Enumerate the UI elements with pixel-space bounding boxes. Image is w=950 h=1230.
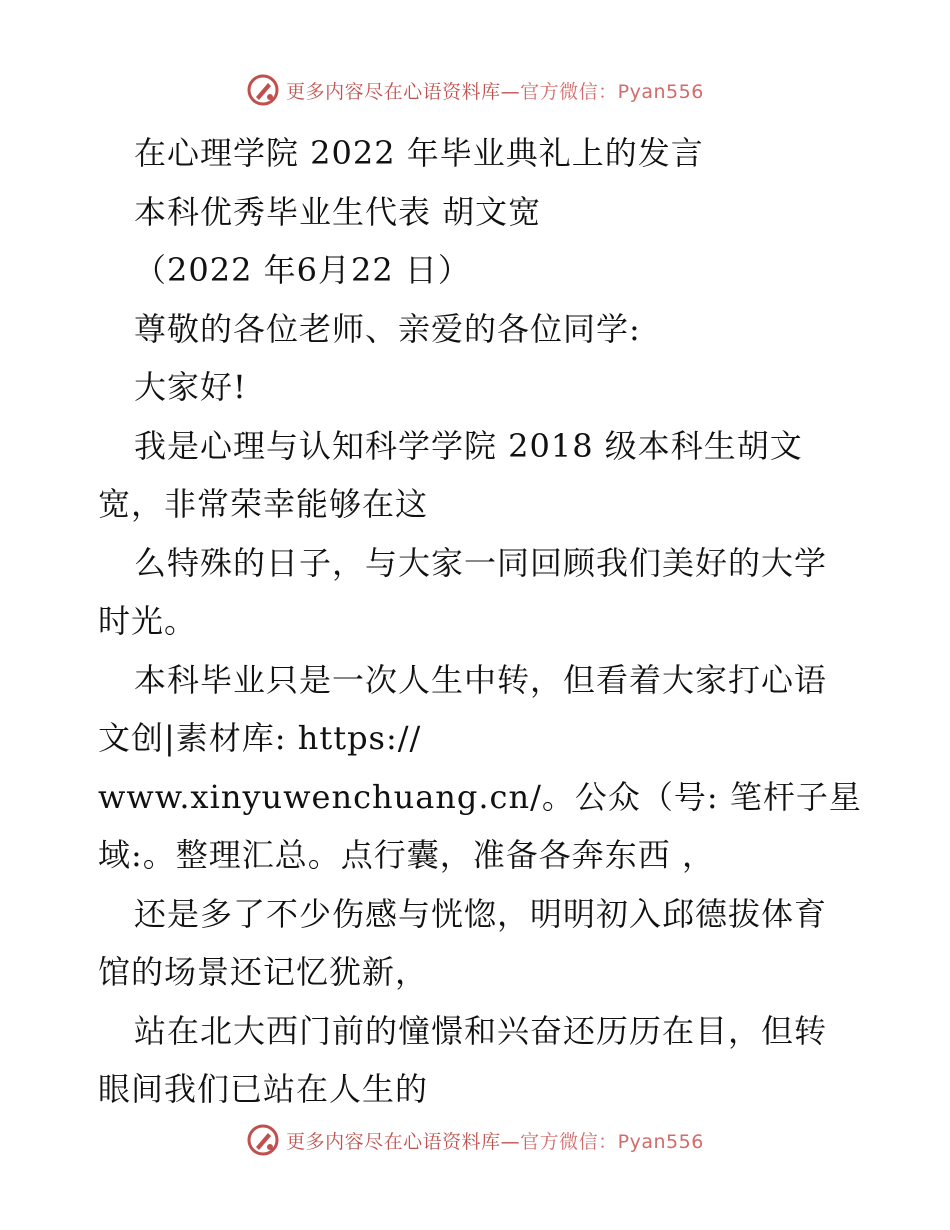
header-banner-wechat: 官方微信：Pyan556 [520, 80, 704, 103]
doc-paragraph-line: 么特殊的日子，与大家一同回顾我们美好的大学 [134, 543, 828, 582]
doc-title: 在心理学院 2022 年毕业典礼上的发言 [134, 134, 704, 172]
doc-paragraph-line: 站在北大西门前的憧憬和兴奋还历历在目，但转 [134, 1011, 828, 1050]
doc-paragraph-line: www.xinyuwenchuang.cn/。公众（号: 笔杆子星 [98, 777, 862, 816]
doc-paragraph-line: 域:。整理汇总。点行囊，准备各奔东西 ， [98, 836, 715, 874]
doc-paragraph-line: 馆的场景还记忆犹新， [98, 953, 429, 991]
doc-paragraph-line: 本科毕业只是一次人生中转，但看着大家打心语 [134, 660, 828, 699]
doc-paragraph-line: 还是多了不少伤感与恍惚，明明初入邱德拔体育 [134, 894, 828, 933]
doc-date: （2022 年6月22 日） [134, 251, 471, 289]
header-banner-text [286, 77, 704, 104]
doc-salutation: 尊敬的各位老师、亲爱的各位同学: [134, 309, 641, 348]
doc-paragraph-line: 眼间我们已站在人生的 [98, 1070, 429, 1108]
header-banner-main: 更多内容尽在心语资料库— [286, 80, 521, 103]
doc-author: 本科优秀毕业生代表 胡文宽 [134, 192, 542, 231]
footer-banner-wechat: 官方微信：Pyan556 [520, 1130, 704, 1153]
doc-paragraph-line: 宽，非常荣幸能够在这 [98, 485, 429, 523]
footer-banner-main: 更多内容尽在心语资料库— [286, 1130, 521, 1153]
doc-paragraph-line: 文创|素材库: https:// [98, 719, 422, 757]
doc-greeting: 大家好! [134, 368, 247, 406]
doc-paragraph-line: 时光。 [98, 602, 198, 640]
footer-banner-text [286, 1127, 704, 1154]
header-banner [0, 70, 950, 110]
document-body [98, 124, 862, 1119]
footer-banner [0, 1120, 950, 1160]
doc-paragraph-line: 我是心理与认知科学学院 2018 级本科生胡文 [134, 426, 803, 465]
pen-seal-icon [246, 73, 280, 107]
pen-seal-icon [246, 1123, 280, 1157]
